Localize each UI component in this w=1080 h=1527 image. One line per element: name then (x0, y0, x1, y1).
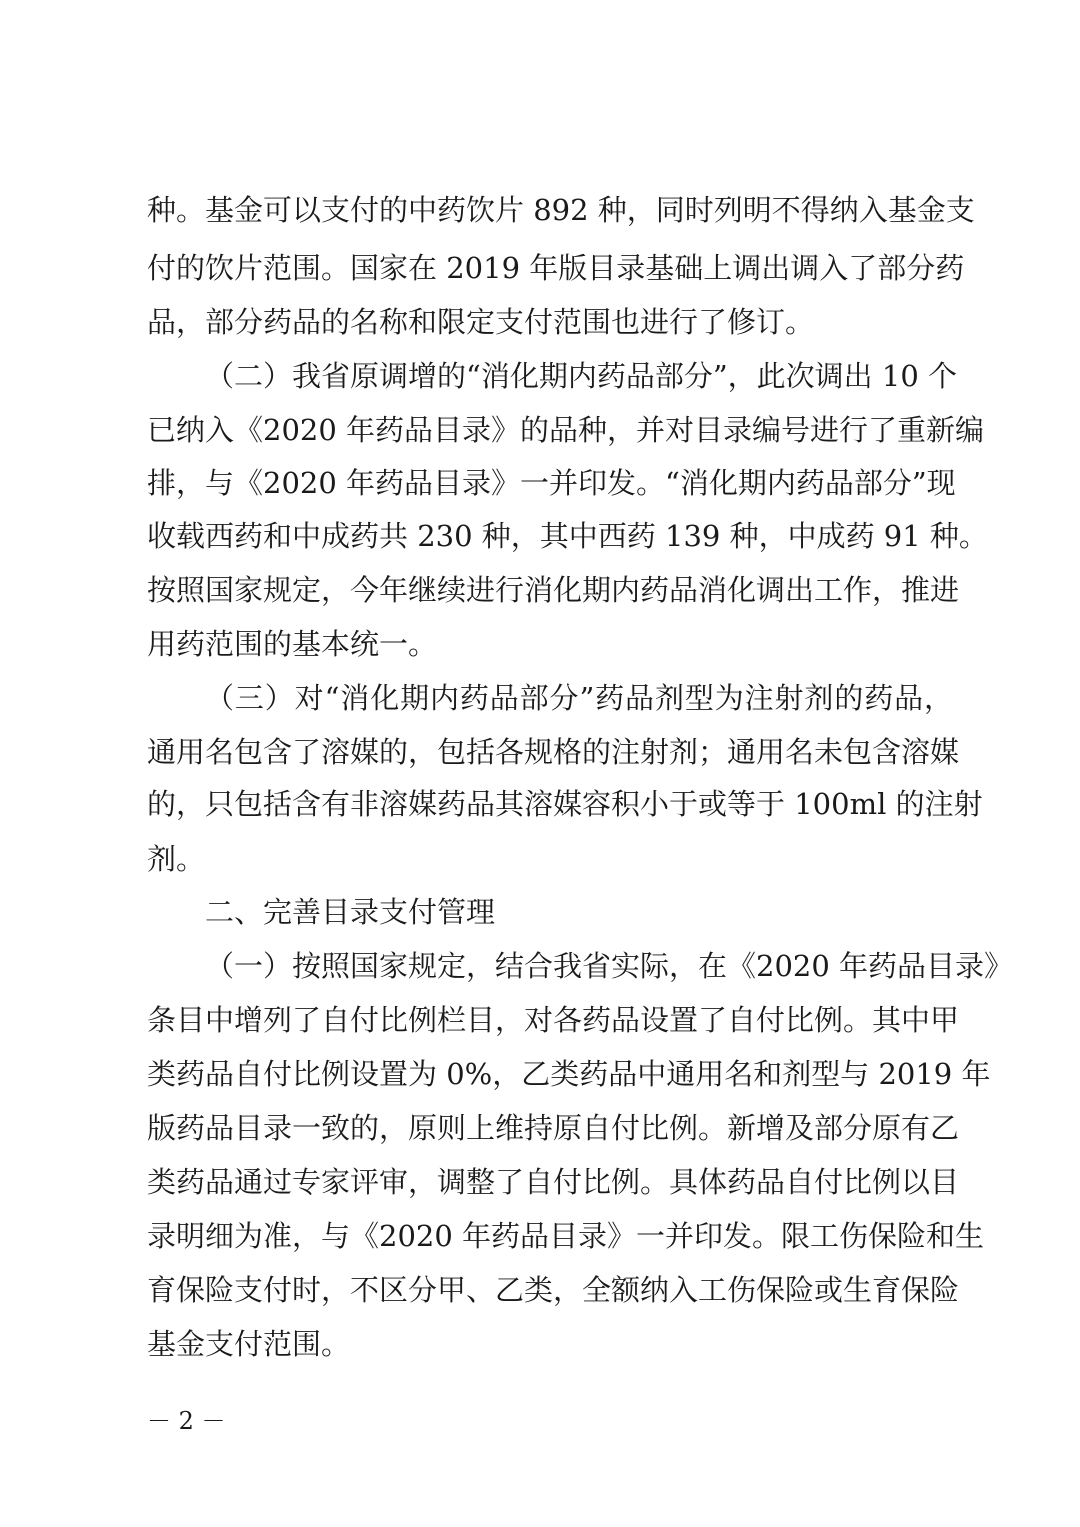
paragraph-2-line-3: 排，与《2020 年药品目录》一并印发。“消化期内药品部分”现 (147, 466, 956, 500)
paragraph-4-line-3: 类药品自付比例设置为 0%，乙类药品中通用名和剂型与 2019 年 (147, 1057, 991, 1091)
paragraph-4-line-2: 条目中增列了自付比例栏目，对各药品设置了自付比例。其中甲 (147, 1003, 960, 1037)
paragraph-2-line-1: （二）我省原调增的“消化期内药品部分”，此次调出 10 个 (205, 359, 957, 393)
paragraph-3-line-1: （三）对“消化期内药品部分”药品剂型为注射剂的药品， (205, 681, 953, 715)
paragraph-4-line-8: 基金支付范围。 (147, 1327, 351, 1361)
paragraph-2-line-5: 按照国家规定，今年继续进行消化期内药品消化调出工作，推进 (147, 573, 960, 607)
paragraph-1-line-2: 付的饮片范围。国家在 2019 年版目录基础上调出调入了部分药 (147, 251, 965, 285)
paragraph-3-line-2: 通用名包含了溶媒的，包括各规格的注射剂；通用名未包含溶媒 (147, 735, 960, 769)
paragraph-1-line-3: 品，部分药品的名称和限定支付范围也进行了修订。 (147, 305, 815, 339)
paragraph-3-line-4: 剂。 (147, 842, 206, 876)
paragraph-1-line-1: 种。基金可以支付的中药饮片 892 种，同时列明不得纳入基金支 (147, 193, 975, 227)
paragraph-4-line-6: 录明细为准，与《2020 年药品目录》一并印发。限工伤保险和生 (147, 1219, 985, 1253)
paragraph-4-line-5: 类药品通过专家评审，调整了自付比例。具体药品自付比例以目 (147, 1165, 960, 1199)
paragraph-2-line-4: 收载西药和中成药共 230 种，其中西药 139 种，中成药 91 种。 (147, 519, 988, 553)
paragraph-4-line-1: （一）按照国家规定，结合我省实际，在《2020 年药品目录》 (205, 949, 1014, 983)
page-number: － 2 － (147, 1407, 226, 1435)
section-heading: 二、完善目录支付管理 (205, 895, 496, 929)
paragraph-4-line-4: 版药品目录一致的，原则上维持原自付比例。新增及部分原有乙 (147, 1111, 960, 1145)
paragraph-4-line-7: 育保险支付时，不区分甲、乙类，全额纳入工伤保险或生育保险 (147, 1273, 960, 1307)
paragraph-2-line-6: 用药范围的基本统一。 (147, 627, 438, 661)
paragraph-3-line-3: 的，只包括含有非溶媒药品其溶媒容积小于或等于 100ml 的注射 (147, 787, 983, 821)
paragraph-2-line-2: 已纳入《2020 年药品目录》的品种，并对目录编号进行了重新编 (147, 413, 985, 447)
